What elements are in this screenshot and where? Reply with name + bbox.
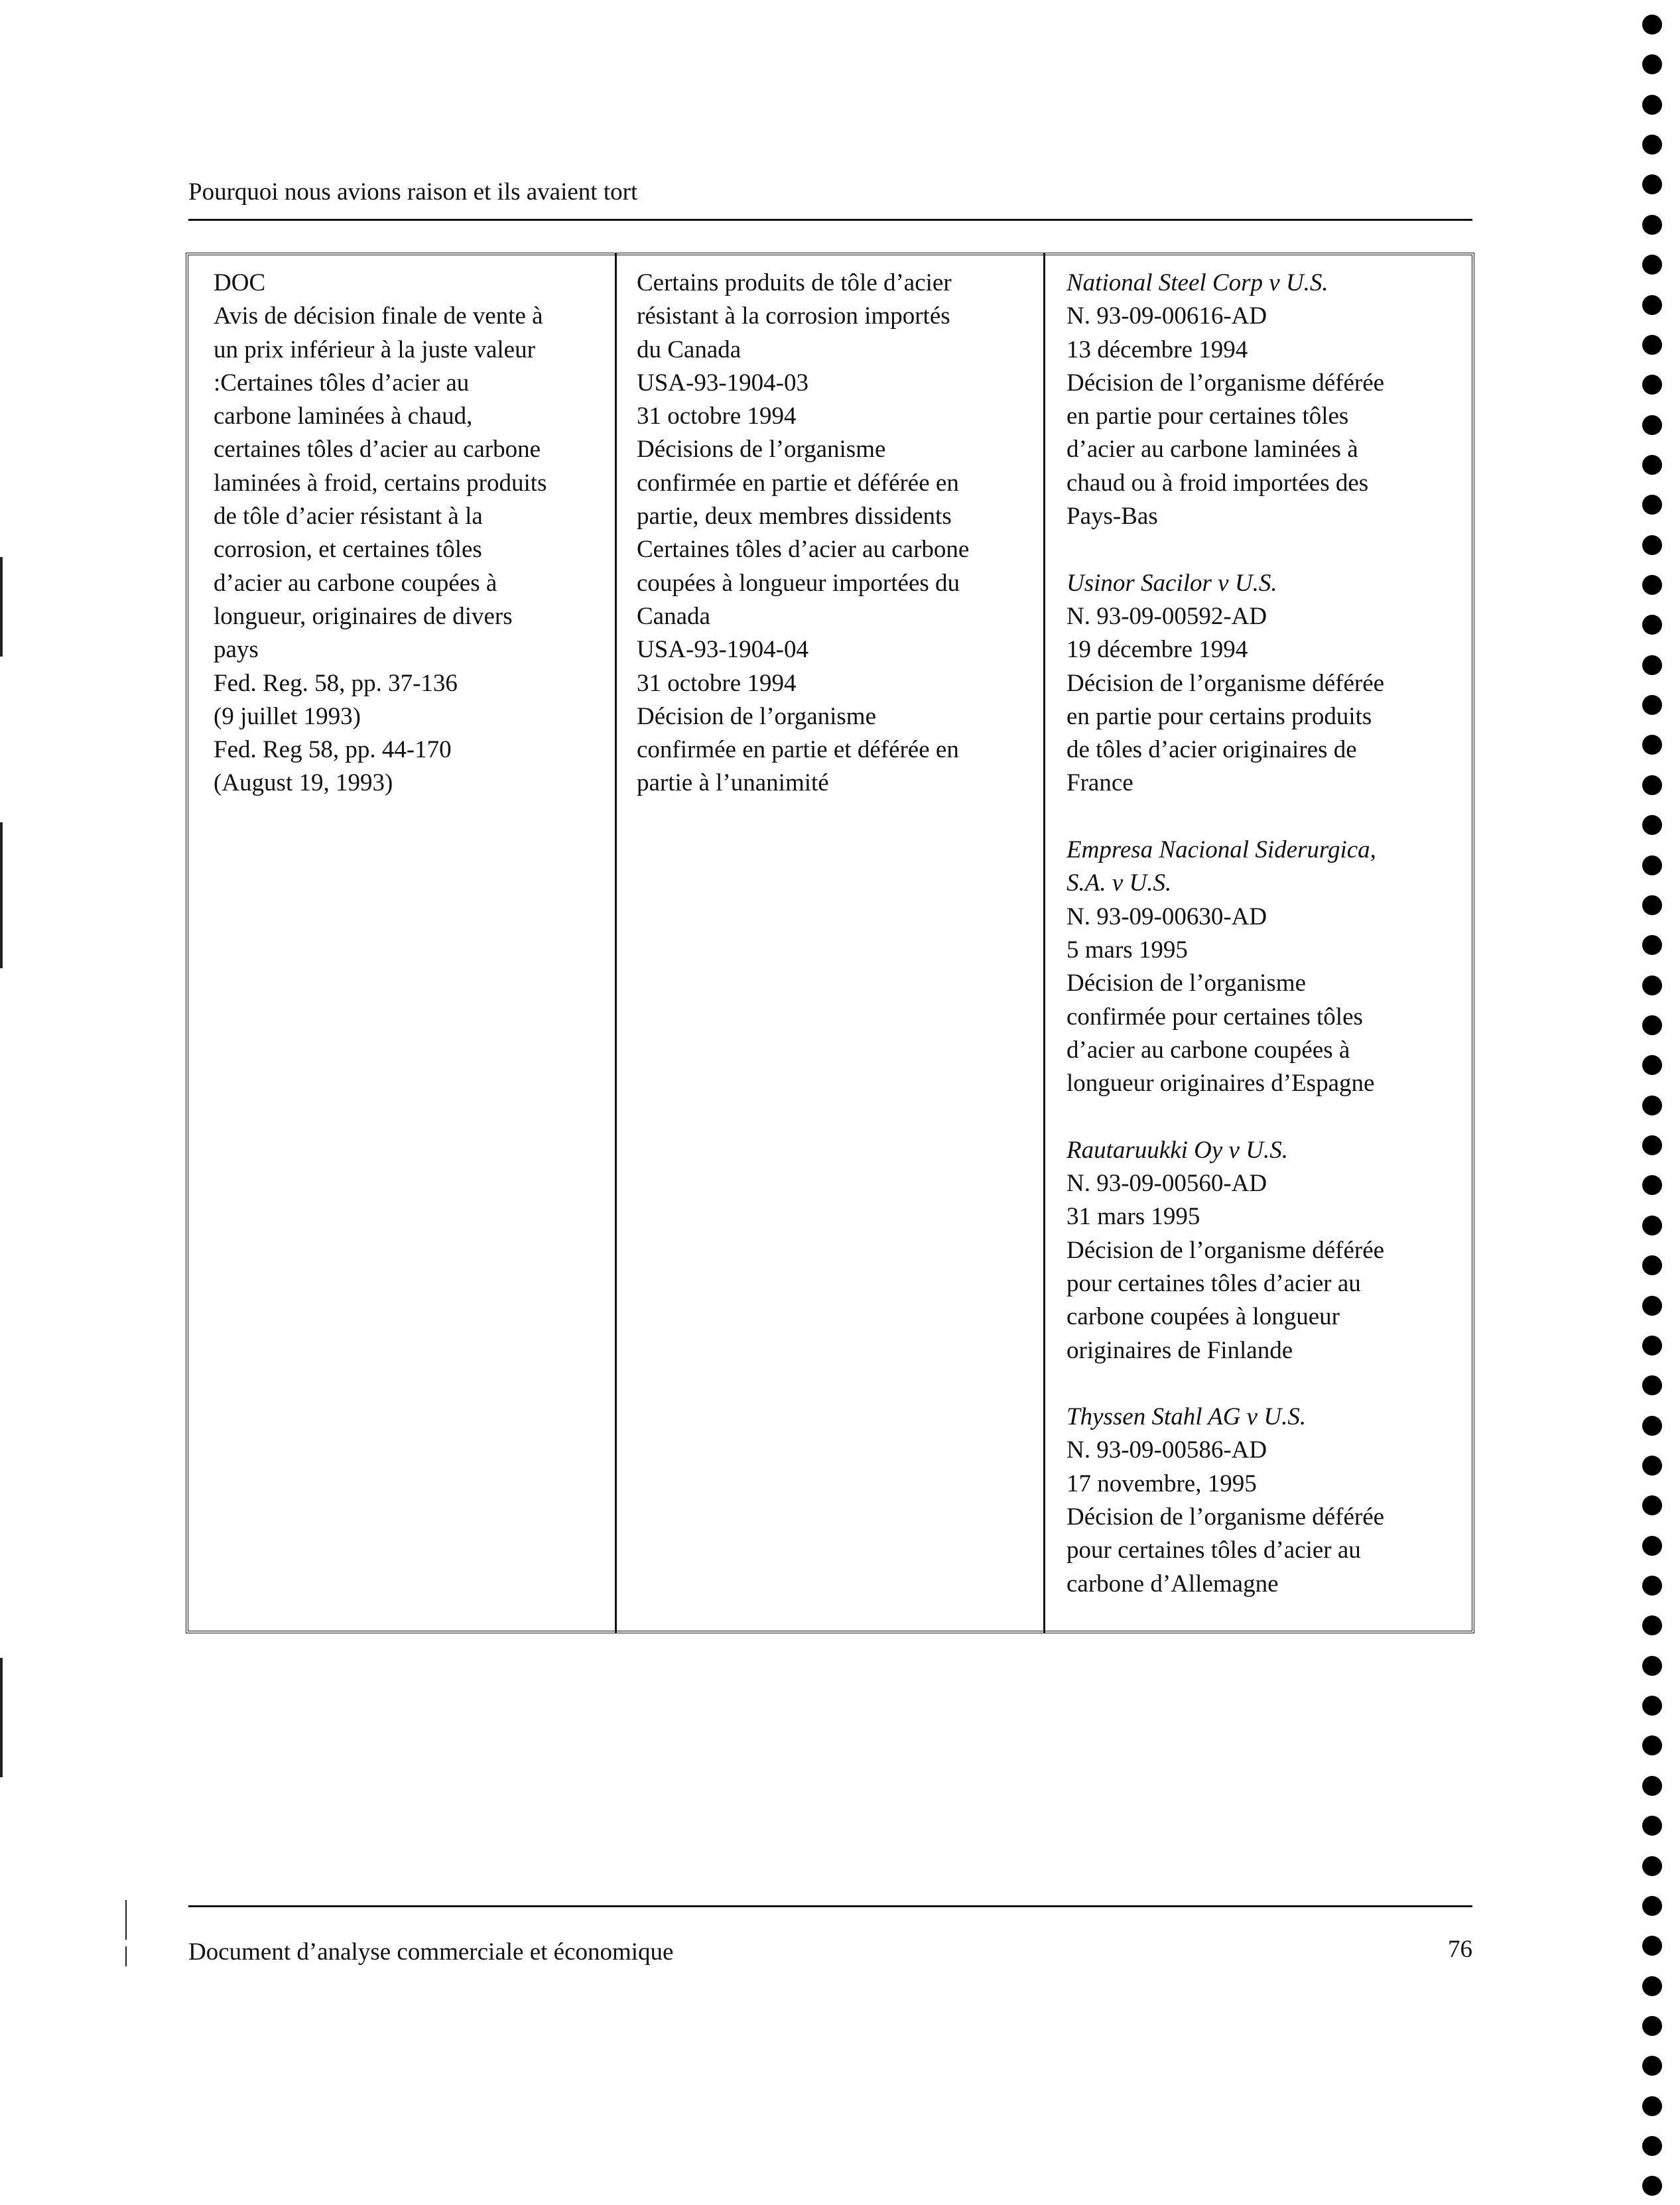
binding-hole xyxy=(1642,495,1662,515)
binding-hole xyxy=(1642,1055,1662,1075)
binding-hole xyxy=(1642,1856,1662,1876)
binding-hole xyxy=(1642,1976,1662,1996)
table-line: résistant à la corrosion importés xyxy=(637,302,950,330)
table-line: Pays-Bas xyxy=(1066,503,1158,531)
case-name: Usinor Sacilor v U.S. xyxy=(1066,569,1277,597)
binding-hole xyxy=(1642,1816,1662,1836)
table-line: 5 mars 1995 xyxy=(1066,936,1188,964)
binding-hole xyxy=(1642,174,1662,194)
binding-hole xyxy=(1642,1615,1662,1635)
binding-hole xyxy=(1642,95,1662,115)
table-column-doc xyxy=(214,267,547,800)
table-line: un prix inférieur à la juste valeur xyxy=(214,336,535,363)
binding-hole xyxy=(1642,695,1662,715)
binding-hole xyxy=(1642,2016,1662,2036)
binding-hole xyxy=(1642,976,1662,995)
table-column-court-cases xyxy=(1066,267,1384,1601)
binding-hole xyxy=(1642,575,1662,595)
table-line: Décision de l’organisme déférée xyxy=(1066,1236,1385,1264)
table-line: Certains produits de tôle d’acier xyxy=(637,269,952,296)
table-line: Certaines tôles d’acier au carbone xyxy=(637,536,970,564)
running-header: Pourquoi nous avions raison et ils avaient tort xyxy=(188,178,638,206)
table-line: du Canada xyxy=(637,336,742,363)
binding-hole xyxy=(1642,1495,1662,1515)
binding-hole xyxy=(1642,54,1662,74)
table-line: coupées à longueur importées du xyxy=(637,569,960,597)
binding-hole xyxy=(1642,1536,1662,1556)
running-footer: Document d’analyse commerciale et économique xyxy=(188,1938,674,1966)
binding-hole xyxy=(1642,855,1662,875)
binding-hole xyxy=(1642,255,1662,275)
binding-hole xyxy=(1642,655,1662,675)
binding-hole xyxy=(1642,1255,1662,1275)
binding-hole xyxy=(1642,335,1662,355)
binding-hole xyxy=(1642,615,1662,635)
binding-hole xyxy=(1642,1336,1662,1355)
spacer xyxy=(1066,1367,1384,1401)
spacer xyxy=(1066,533,1384,566)
table-line: USA-93-1904-04 xyxy=(637,636,808,664)
table-line: 31 octobre 1994 xyxy=(637,403,797,430)
binding-hole xyxy=(1642,1936,1662,1956)
table-line: USA-93-1904-03 xyxy=(637,369,808,397)
table-line: en partie pour certains produits xyxy=(1066,702,1372,730)
table-line: Décision de l’organisme déférée xyxy=(1066,669,1385,697)
binding-hole xyxy=(1642,1216,1662,1235)
table-line: Fed. Reg 58, pp. 44-170 xyxy=(214,736,452,764)
scan-edge-mark xyxy=(0,822,3,968)
table-line: (August 19, 1993) xyxy=(214,769,393,797)
binding-hole xyxy=(1642,1656,1662,1676)
binding-hole xyxy=(1642,135,1662,155)
binding-hole xyxy=(1642,2176,1662,2196)
table-line: en partie pour certaines tôles xyxy=(1066,403,1349,430)
spacer xyxy=(1066,800,1384,834)
table-line: confirmée en partie et déférée en xyxy=(637,736,959,764)
binding-hole xyxy=(1642,815,1662,835)
table-line: laminées à froid, certains produits xyxy=(214,469,547,497)
binding-hole xyxy=(1642,15,1662,34)
binding-hole xyxy=(1642,1416,1662,1436)
table-line: confirmée pour certaines tôles xyxy=(1066,1003,1363,1031)
binding-hole xyxy=(1642,1015,1662,1035)
table-line: pays xyxy=(214,636,259,664)
binding-hole xyxy=(1642,1296,1662,1316)
footer-rule xyxy=(188,1905,1472,1907)
table-line: 13 décembre 1994 xyxy=(1066,336,1248,363)
binding-hole xyxy=(1642,1456,1662,1476)
binding-hole xyxy=(1642,935,1662,955)
spacer xyxy=(1066,1100,1384,1133)
binding-hole xyxy=(1642,1175,1662,1195)
binding-hole xyxy=(1642,775,1662,795)
table-line: Canada xyxy=(637,602,710,630)
table-line: Décision de l’organisme xyxy=(637,702,877,730)
table-line: longueur originaires d’Espagne xyxy=(1066,1070,1375,1098)
binding-hole xyxy=(1642,1776,1662,1796)
table-line: 31 mars 1995 xyxy=(1066,1203,1200,1231)
table-line: originaires de Finlande xyxy=(1066,1336,1293,1364)
binding-hole xyxy=(1642,1896,1662,1916)
table-line: N. 93-09-00560-AD xyxy=(1066,1170,1267,1198)
table-line: Fed. Reg. 58, pp. 37-136 xyxy=(214,669,458,697)
case-name: Rautaruukki Oy v U.S. xyxy=(1066,1136,1288,1164)
table-line: carbone laminées à chaud, xyxy=(214,403,473,430)
binding-hole xyxy=(1642,1576,1662,1596)
table-line: Décision de l’organisme xyxy=(1066,970,1307,997)
binding-hole xyxy=(1642,1735,1662,1755)
binding-hole xyxy=(1642,1375,1662,1395)
table-line: N. 93-09-00616-AD xyxy=(1066,302,1267,330)
table-line: d’acier au carbone laminées à xyxy=(1066,436,1358,464)
table-line: N. 93-09-00586-AD xyxy=(1066,1436,1267,1464)
binding-hole xyxy=(1642,2056,1662,2076)
table-line: Avis de décision finale de vente à xyxy=(214,302,543,330)
table-line: Décision de l’organisme déférée xyxy=(1066,1503,1385,1531)
binding-hole xyxy=(1642,2136,1662,2156)
table-line: partie à l’unanimité xyxy=(637,769,829,797)
table-line: de tôle d’acier résistant à la xyxy=(214,503,483,531)
scan-edge-mark xyxy=(0,557,3,657)
column-divider-2 xyxy=(1043,253,1045,1633)
page-number: 76 xyxy=(1448,1936,1472,1963)
binding-hole xyxy=(1642,375,1662,395)
table-line: N. 93-09-00630-AD xyxy=(1066,903,1267,930)
binding-hole xyxy=(1642,535,1662,555)
table-line: N. 93-09-00592-AD xyxy=(1066,602,1267,630)
table-line: Décision de l’organisme déférée xyxy=(1066,369,1385,397)
table-line: longueur, originaires de divers xyxy=(214,602,513,630)
table-line: de tôles d’acier originaires de xyxy=(1066,736,1357,764)
binding-hole xyxy=(1642,415,1662,435)
table-line: d’acier au carbone coupées à xyxy=(1066,1036,1350,1064)
binding-hole xyxy=(1642,295,1662,315)
header-rule xyxy=(188,219,1472,221)
table-line: 17 novembre, 1995 xyxy=(1066,1470,1257,1497)
table-line: Décisions de l’organisme xyxy=(637,436,886,464)
table-line: :Certaines tôles d’acier au xyxy=(214,369,470,397)
binding-hole xyxy=(1642,1135,1662,1155)
table-column-panel-decisions xyxy=(637,267,969,800)
table-line: confirmée en partie et déférée en xyxy=(637,469,959,497)
table-line: partie, deux membres dissidents xyxy=(637,503,952,531)
binding-hole xyxy=(1642,895,1662,915)
case-name: National Steel Corp v U.S. xyxy=(1066,269,1328,296)
binding-hole xyxy=(1642,2096,1662,2116)
binding-holes xyxy=(1641,15,1663,2196)
table-line: carbone d’Allemagne xyxy=(1066,1570,1279,1598)
table-line: d’acier au carbone coupées à xyxy=(214,569,497,597)
table-line: France xyxy=(1066,769,1133,797)
scan-edge-mark xyxy=(125,1946,127,1966)
case-name: Thyssen Stahl AG v U.S. xyxy=(1066,1403,1307,1431)
scan-edge-mark xyxy=(125,1900,127,1940)
binding-hole xyxy=(1642,455,1662,475)
binding-hole xyxy=(1642,735,1662,755)
table-line: pour certaines tôles d’acier au xyxy=(1066,1537,1361,1564)
column-divider-1 xyxy=(615,253,617,1633)
table-line: (9 juillet 1993) xyxy=(214,702,361,730)
scan-edge-mark xyxy=(0,1658,3,1777)
binding-hole xyxy=(1642,215,1662,235)
table-line: certaines tôles d’acier au carbone xyxy=(214,436,541,464)
binding-hole xyxy=(1642,1096,1662,1115)
table-line: 31 octobre 1994 xyxy=(637,669,797,697)
table-line: 19 décembre 1994 xyxy=(1066,636,1248,664)
case-name: S.A. v U.S. xyxy=(1066,869,1172,897)
table-line: DOC xyxy=(214,269,266,296)
table-line: pour certaines tôles d’acier au xyxy=(1066,1269,1361,1297)
table-line: corrosion, et certaines tôles xyxy=(214,536,482,564)
table-line: chaud ou à froid importées des xyxy=(1066,469,1369,497)
table-line: carbone coupées à longueur xyxy=(1066,1303,1340,1331)
case-name: Empresa Nacional Siderurgica, xyxy=(1066,836,1376,864)
binding-hole xyxy=(1642,1696,1662,1716)
